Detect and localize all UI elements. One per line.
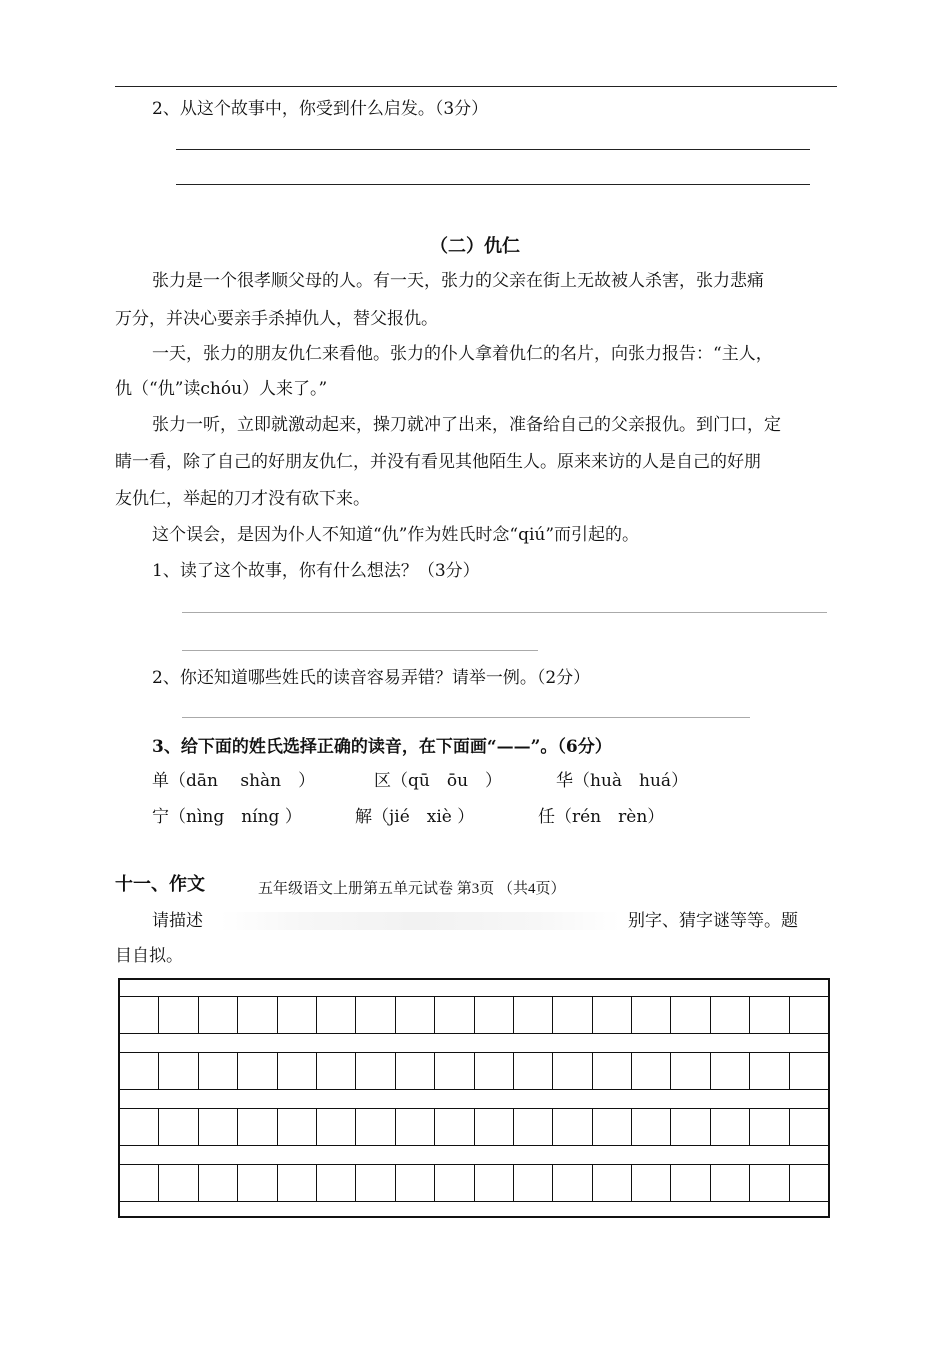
- story-line: 张力是一个很孝顺父母的人。有一天，张力的父亲在街上无故被人杀害，张力悲痛: [152, 271, 764, 291]
- grid-row[interactable]: [120, 996, 828, 1034]
- pinyin-options[interactable]: （rén rèn）: [555, 807, 665, 827]
- pinyin-item: [355, 806, 474, 828]
- answer-line[interactable]: [176, 184, 810, 185]
- page-footer: 五年级语文上册第五单元试卷 第3页 （共4页）: [258, 881, 566, 897]
- surname-char: 任: [538, 807, 555, 827]
- story-line: 张力一听，立即就激动起来，操刀就冲了出来，准备给自己的父亲报仇。到门口，定: [152, 415, 781, 435]
- writing-grid[interactable]: [118, 978, 830, 1218]
- pinyin-item: [538, 806, 664, 828]
- section-title: （二）仇仁: [430, 236, 520, 257]
- pinyin-options[interactable]: （huà huá）: [573, 771, 689, 791]
- question-1: 1、读了这个故事，你有什么想法？（3分）: [152, 561, 480, 581]
- question-2: 2、你还知道哪些姓氏的读音容易弄错？请举一例。（2分）: [152, 668, 591, 688]
- story-line: 友仇仁，举起的刀才没有砍下来。: [115, 489, 370, 509]
- pinyin-options[interactable]: （nìng níng ）: [169, 807, 302, 827]
- pinyin-item: [556, 770, 688, 792]
- surname-char: 单: [152, 771, 169, 791]
- story-line: 这个误会，是因为仆人不知道“仇”作为姓氏时念“qiú”而引起的。: [152, 525, 640, 545]
- surname-char: 宁: [152, 807, 169, 827]
- story-line: 万分，并决心要亲手杀掉仇人，替父报仇。: [115, 309, 438, 329]
- q2-prev-text: 2、从这个故事中，你受到什么启发。（3分）: [152, 99, 489, 119]
- story-line: 仇（“仇”读chóu）人来了。”: [115, 379, 328, 399]
- composition-prompt-start: 请描述: [152, 911, 203, 931]
- obscured-text-band: [220, 912, 620, 930]
- answer-line[interactable]: [182, 717, 750, 718]
- pinyin-item: [374, 770, 502, 792]
- composition-prompt-end: 别字、猜字谜等等。题: [628, 911, 798, 931]
- story-line: 睛一看，除了自己的好朋友仇仁，并没有看见其他陌生人。原来来访的人是自己的好朋: [115, 452, 761, 472]
- grid-row[interactable]: [120, 1108, 828, 1146]
- surname-char: 解: [355, 807, 372, 827]
- answer-line[interactable]: [176, 149, 810, 150]
- composition-heading: 十一、作文: [115, 874, 205, 895]
- pinyin-options[interactable]: （qū ōu ）: [391, 771, 503, 791]
- question-3: 3、给下面的姓氏选择正确的读音，在下面画“——”。（6分）: [152, 737, 612, 757]
- surname-char: 华: [556, 771, 573, 791]
- pinyin-item: [152, 806, 302, 828]
- top-rule: [115, 86, 837, 87]
- answer-line[interactable]: [182, 612, 827, 613]
- grid-row[interactable]: [120, 1052, 828, 1090]
- composition-prompt-line2: 目自拟。: [115, 946, 183, 966]
- pinyin-options[interactable]: （dān shàn ）: [169, 771, 316, 791]
- answer-line[interactable]: [182, 650, 538, 651]
- pinyin-item: [152, 770, 315, 792]
- grid-row[interactable]: [120, 1164, 828, 1202]
- pinyin-options[interactable]: （jié xiè ）: [372, 807, 475, 827]
- story-line: 一天，张力的朋友仇仁来看他。张力的仆人拿着仇仁的名片，向张力报告：“主人，: [152, 344, 773, 364]
- surname-char: 区: [374, 771, 391, 791]
